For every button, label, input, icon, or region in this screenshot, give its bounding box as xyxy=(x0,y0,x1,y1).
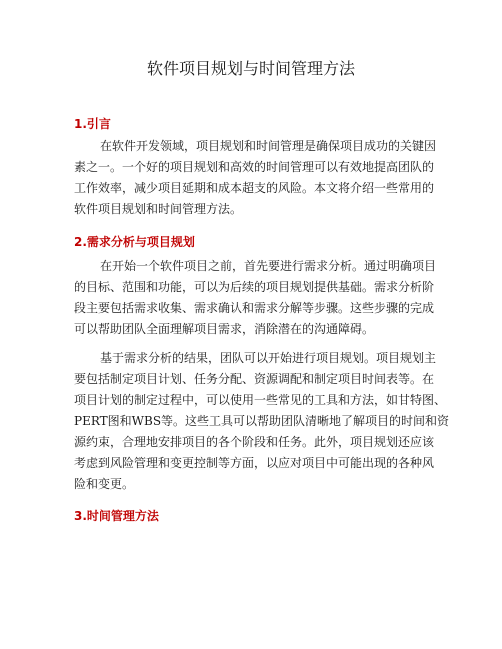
paragraph-line: 可以帮助团队全面理解项目需求，消除潜在的沟通障碍。 xyxy=(74,322,375,336)
paragraph-project-planning xyxy=(74,348,450,495)
paragraph-line: 考虑到风险管理和变更控制等方面，以应对项目中可能出现的各种风 xyxy=(74,456,435,470)
paragraph-line: 要包括制定项目计划、任务分配、资源调配和制定项目时间表等。在 xyxy=(74,372,435,386)
section-heading-requirements: 2.需求分析与项目规划 xyxy=(74,235,195,249)
paragraph-line: 险和变更。 xyxy=(74,477,135,491)
paragraph-line: 在开始一个软件项目之前，首先要进行需求分析。通过明确项目 xyxy=(100,259,437,273)
paragraph-line: PERT图和WBS等。这些工具可以帮助团队清晰地了解项目的时间和资 xyxy=(74,414,450,428)
paragraph-line: 的目标、范围和功能，可以为后续的项目规划提供基础。需求分析阶 xyxy=(74,280,435,294)
paragraph-line: 软件项目规划和时间管理方法。 xyxy=(74,202,243,216)
paragraph-line: 在软件开发领域，项目规划和时间管理是确保项目成功的关键因 xyxy=(100,139,437,153)
paragraph-line: 工作效率，减少项目延期和成本超支的风险。本文将介绍一些常用的 xyxy=(74,181,435,195)
paragraph-line: 段主要包括需求收集、需求确认和需求分解等步骤。这些步骤的完成 xyxy=(74,301,435,315)
section-heading-time-management: 3.时间管理方法 xyxy=(74,509,159,523)
paragraph-requirements-analysis xyxy=(74,256,437,340)
paragraph-line: 源约束，合理地安排项目的各个阶段和任务。此外，项目规划还应该 xyxy=(74,435,435,449)
paragraph-line: 素之一。一个好的项目规划和高效的时间管理可以有效地提高团队的 xyxy=(74,160,435,174)
document-title: 软件项目规划与时间管理方法 xyxy=(146,59,355,78)
paragraph-introduction xyxy=(74,136,437,220)
section-heading-introduction: 1.引言 xyxy=(74,117,111,131)
paragraph-line: 基于需求分析的结果，团队可以开始进行项目规划。项目规划主 xyxy=(100,351,437,365)
paragraph-line: 项目计划的制定过程中，可以使用一些常见的工具和方法，如甘特图、 xyxy=(74,393,447,407)
